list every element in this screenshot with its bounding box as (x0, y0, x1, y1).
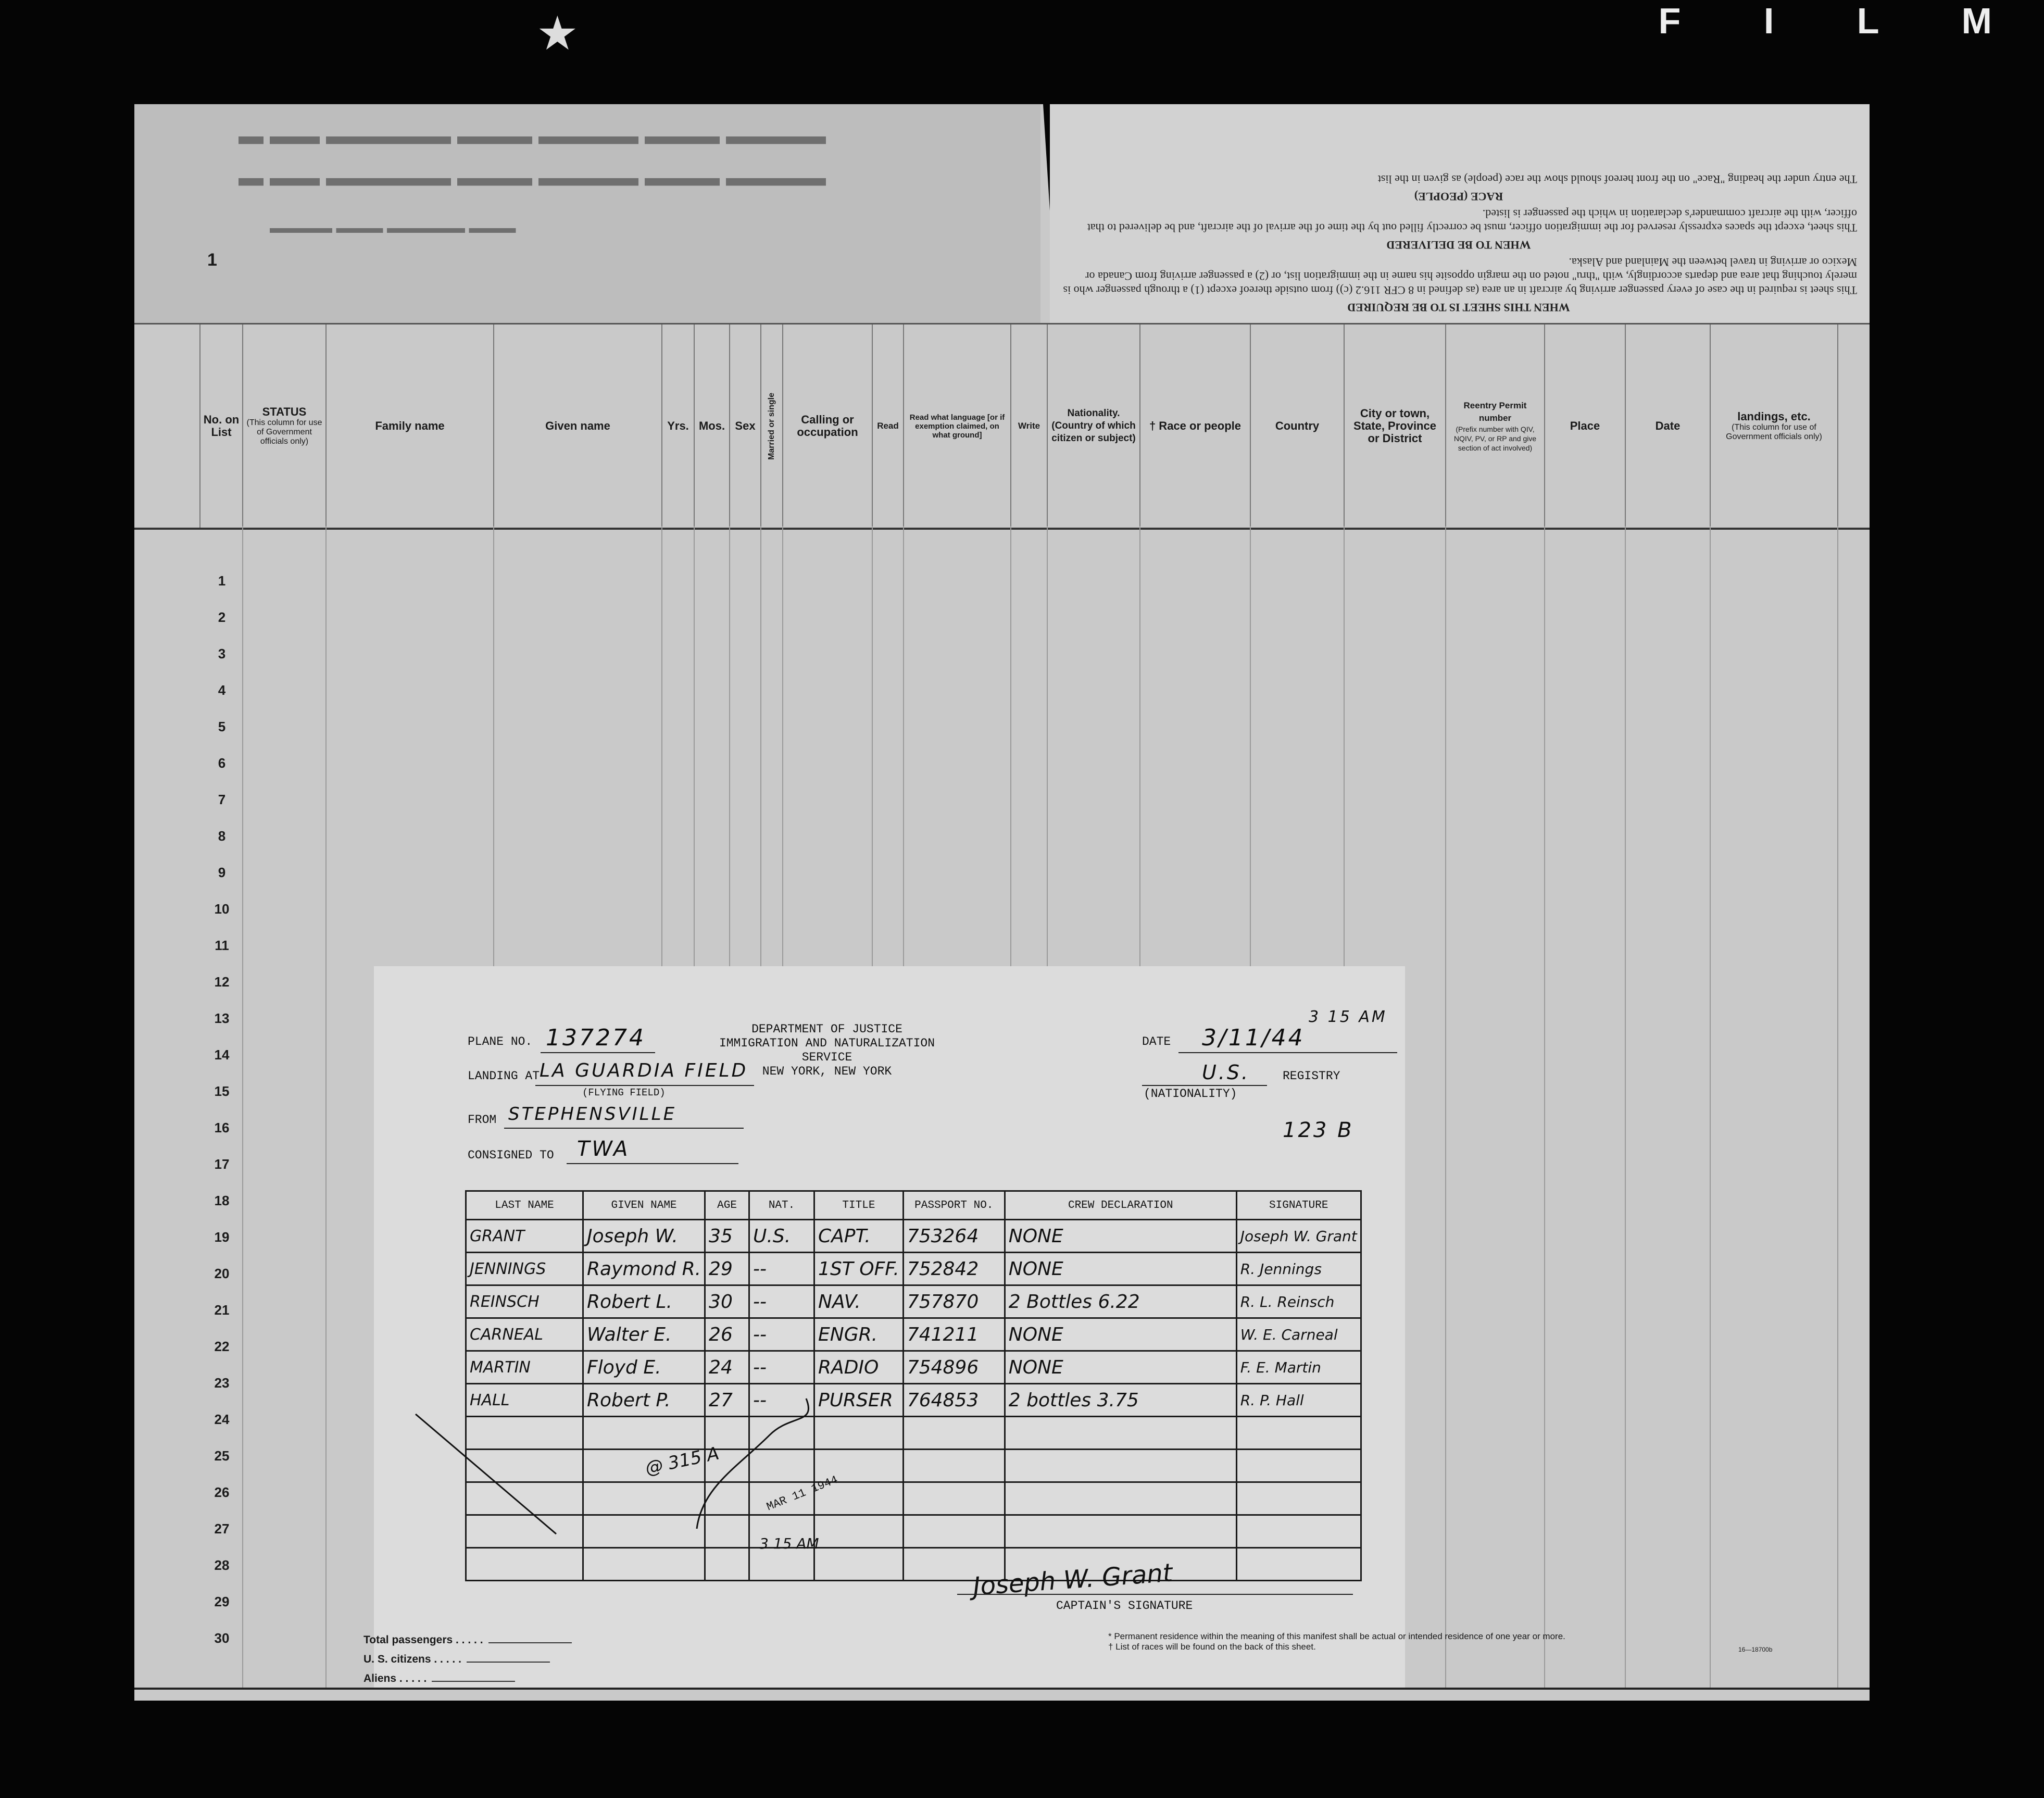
row-number: 15 (214, 1083, 230, 1099)
row-number: 25 (214, 1448, 230, 1464)
row-number: 20 (214, 1266, 230, 1281)
row-number: 3 (218, 646, 226, 661)
col-edge (1837, 324, 1870, 528)
col-family-name: Family name (325, 324, 493, 528)
crew-given-cell: Walter E. (583, 1318, 705, 1351)
row-number: 30 (214, 1630, 230, 1646)
crew-signature-cell: R. P. Hall (1236, 1384, 1361, 1417)
crew-last-cell: MARTIN (466, 1351, 583, 1384)
captain-signature-label: CAPTAIN'S SIGNATURE (1056, 1599, 1193, 1613)
row-number: 22 (214, 1339, 230, 1354)
row-number: 16 (214, 1120, 230, 1135)
crew-nat-cell: U.S. (749, 1220, 814, 1253)
row-number: 13 (214, 1010, 230, 1026)
col-read: Read (872, 324, 903, 528)
th-title: TITLE (814, 1191, 904, 1220)
col-country: Country (1250, 324, 1344, 528)
crew-passport-cell: 757870 (903, 1285, 1005, 1318)
th-passport: PASSPORT NO. (903, 1191, 1005, 1220)
instructions-block (1050, 104, 1870, 323)
crew-signature-cell: R. L. Reinsch (1236, 1285, 1361, 1318)
footnote-residence: * Permanent residence within the meaning of this manifest shall be actual or intended residence of one year or more. (1108, 1631, 1565, 1641)
crew-declaration-cell: NONE (1005, 1351, 1236, 1384)
crew-signature-cell: W. E. Carneal (1236, 1318, 1361, 1351)
crew-age-cell: 26 (705, 1318, 749, 1351)
crew-given-cell: Floyd E. (583, 1351, 705, 1384)
landing-label: LANDING AT (468, 1069, 540, 1083)
crew-given-cell: Joseph W. (583, 1220, 705, 1253)
crew-title-cell: PURSER (814, 1384, 904, 1417)
crew-given-cell: Raymond R. (583, 1253, 705, 1285)
row-number: 23 (214, 1375, 230, 1391)
col-mos: Mos. (694, 324, 729, 528)
received-date-stamp: MAR 11 1944 (764, 1473, 840, 1514)
from-label: FROM (468, 1113, 497, 1127)
crew-passport-cell: 754896 (903, 1351, 1005, 1384)
captain-signature: Joseph W. Grant (972, 1558, 1174, 1602)
time-value: 3 15 AM (1309, 1008, 1387, 1026)
from-value: STEPHENSVILLE (508, 1104, 677, 1125)
nationality-label: (NATIONALITY) (1144, 1087, 1237, 1101)
crew-passport-cell: 764853 (903, 1384, 1005, 1417)
reference-code: 123 B (1283, 1118, 1354, 1142)
crew-passport-cell: 741211 (903, 1318, 1005, 1351)
crew-age-cell: 29 (705, 1253, 749, 1285)
col-city: City or town, State, Province or District (1344, 324, 1445, 528)
crew-title-cell: ENGR. (814, 1318, 904, 1351)
col-given-name: Given name (493, 324, 661, 528)
th-crew-declaration: CREW DECLARATION (1005, 1191, 1236, 1220)
form-number: 16—18700b (1738, 1646, 1773, 1653)
registry-label: REGISTRY (1283, 1069, 1340, 1083)
crew-signature-cell: F. E. Martin (1236, 1351, 1361, 1384)
us-citizens-row: U. S. citizens . . . . . (363, 1650, 572, 1669)
th-given-name: GIVEN NAME (583, 1191, 705, 1220)
crew-last-cell: HALL (466, 1384, 583, 1417)
crew-nat-cell: -- (749, 1351, 814, 1384)
crew-last-cell: REINSCH (466, 1285, 583, 1318)
th-last-name: LAST NAME (466, 1191, 583, 1220)
crew-age-cell: 27 (705, 1384, 749, 1417)
instructions-title-delivered: WHEN TO BE DELIVERED (1386, 239, 1531, 252)
crew-manifest-stamp (374, 966, 1405, 1688)
row-number: 29 (214, 1594, 230, 1609)
instructions-title-race: RACE (PEOPLE) (1414, 190, 1503, 203)
crew-nat-cell: -- (749, 1318, 814, 1351)
total-passengers-row: Total passengers . . . . . (363, 1630, 572, 1650)
reversed-header-strip (134, 104, 1040, 323)
row-number: 2 (218, 609, 226, 625)
sheet-number: 1 (207, 250, 217, 270)
crew-signature-cell: Joseph W. Grant (1236, 1220, 1361, 1253)
row-number: 10 (214, 901, 230, 917)
instructions-text-race: The entry under the heading "Race" on the front hereof should show the race (people) as given in the list (1377, 173, 1857, 186)
manifest-sheet (134, 104, 1870, 1701)
row-number: 7 (218, 792, 226, 807)
row-number: 17 (214, 1156, 230, 1172)
row-number: 28 (214, 1557, 230, 1573)
row-number: 9 (218, 865, 226, 880)
crew-given-cell: Robert P. (583, 1384, 705, 1417)
agency-line-3: NEW YORK, NEW YORK (762, 1065, 892, 1078)
col-calling: Calling or occupation (782, 324, 872, 528)
row-number: 21 (214, 1302, 230, 1318)
crew-signature-cell: R. Jennings (1236, 1253, 1361, 1285)
crew-declaration-cell: NONE (1005, 1253, 1236, 1285)
row-number: 26 (214, 1484, 230, 1500)
col-landings: landings, etc. (This column for use of Government officials only) (1710, 324, 1837, 528)
reversed-text: ▬▬▬▬ ▬▬▬ ▬▬▬▬ ▬▬▬ ▬▬▬▬▬ ▬▬ ▬ (239, 131, 826, 158)
crew-last-cell: GRANT (466, 1220, 583, 1253)
th-nat: NAT. (749, 1191, 814, 1220)
row-number: 18 (214, 1193, 230, 1208)
row-number: 19 (214, 1229, 230, 1245)
footnotes (1108, 1631, 1565, 1652)
consigned-value: TWA (577, 1137, 630, 1161)
row-number: 27 (214, 1521, 230, 1537)
agency-line-1: DEPARTMENT OF JUSTICE (751, 1022, 902, 1036)
col-nationality: Nationality. (Country of which citizen or subject) (1047, 324, 1139, 528)
consigned-label: CONSIGNED TO (468, 1148, 554, 1162)
crew-declaration-cell: NONE (1005, 1220, 1236, 1253)
crew-nat-cell: -- (749, 1253, 814, 1285)
crew-title-cell: 1ST OFF. (814, 1253, 904, 1285)
crew-last-cell: CARNEAL (466, 1318, 583, 1351)
date-value: 3/11/44 (1202, 1025, 1305, 1051)
strike-line (416, 1414, 556, 1534)
row-number: 12 (214, 974, 230, 990)
inspector-initials-scribble (697, 1399, 809, 1529)
th-age: AGE (705, 1191, 749, 1220)
film-label: F I L M (1658, 1, 2028, 41)
row-number: 1 (218, 573, 226, 589)
crew-declaration-cell: 2 Bottles 6.22 (1005, 1285, 1236, 1318)
row-number: 24 (214, 1412, 230, 1427)
column-header-row (134, 323, 1870, 530)
col-no-on-list: No. on List (199, 324, 242, 528)
crew-given-cell: Robert L. (583, 1285, 705, 1318)
crew-age-cell: 35 (705, 1220, 749, 1253)
agency-line-2: IMMIGRATION AND NATURALIZATION SERVICE (719, 1037, 935, 1064)
crew-nat-cell: -- (749, 1384, 814, 1417)
plane-no-value: 137274 (546, 1025, 646, 1051)
row-number: 8 (218, 828, 226, 844)
inspector-note: @ 315 A (643, 1443, 721, 1479)
crew-passport-cell: 753264 (903, 1220, 1005, 1253)
crew-declaration-cell: NONE (1005, 1318, 1236, 1351)
date-label: DATE (1142, 1035, 1171, 1048)
col-status: STATUS (This column for use of Government officials only) (242, 324, 325, 528)
instructions-text-required: This sheet is required in the case of every passenger arriving by aircraft in an area (as defined in 8 CFR 116.2 (c)) from outside thereof except (1) a through passenger who is merely touching that area and departs accordingly, with "thru" noted on the margin opposite his name in the immigration list, or (2) a passenger arriving from Canada or Mexico or arriving in travel between the Mainland and Alaska. (1063, 256, 1857, 297)
crew-title-cell: RADIO (814, 1351, 904, 1384)
col-sex: Sex (729, 324, 760, 528)
col-date: Date (1625, 324, 1710, 528)
plane-no-label: PLANE NO. (468, 1035, 533, 1048)
instructions-text-delivered: This sheet, except the spaces expressly reserved for the immigration officer, must be correctly filled out by the time of the arrival of the aircraft, and be delivered to that officer, with the aircraft commander's declaration in which the passenger is listed. (1087, 207, 1857, 234)
crew-declaration-cell: 2 bottles 3.75 (1005, 1384, 1236, 1417)
crew-age-cell: 30 (705, 1285, 749, 1318)
col-reentry-permit: Reentry Permit number (Prefix number with QIV, NQIV, PV, or RP and give section of act involved) (1445, 324, 1544, 528)
captain-signature-line (957, 1594, 1353, 1595)
reversed-text: ▬▬▬ ▬▬▬▬▬ ▬▬▬ ▬▬▬▬ (270, 224, 516, 242)
th-signature: SIGNATURE (1236, 1191, 1361, 1220)
row-number: 14 (214, 1047, 230, 1063)
annotation-strokes (374, 966, 1405, 1688)
crew-passport-cell: 752842 (903, 1253, 1005, 1285)
row-number: 6 (218, 755, 226, 771)
crew-title-cell: CAPT. (814, 1220, 904, 1253)
inspector-time: 3 15 AM (759, 1535, 819, 1552)
crew-title-cell: NAV. (814, 1285, 904, 1318)
col-place: Place (1544, 324, 1625, 528)
crew-last-cell: JENNINGS (466, 1253, 583, 1285)
col-married: Married or single (760, 324, 782, 528)
col-read-language: Read what language [or if exemption claimed, on what ground] (903, 324, 1010, 528)
row-number: 5 (218, 719, 226, 734)
landing-value: LA GUARDIA FIELD (540, 1060, 748, 1081)
instructions-title-required: WHEN THIS SHEET IS TO BE REQUIRED (1347, 301, 1570, 314)
landing-sub-label: (FLYING FIELD) (582, 1087, 666, 1098)
col-race: † Race or people (1139, 324, 1250, 528)
crew-nat-cell: -- (749, 1285, 814, 1318)
aliens-row: Aliens . . . . . (363, 1669, 572, 1688)
nationality-value: U.S. (1202, 1061, 1250, 1084)
footnote-races: † List of races will be found on the back of this sheet. (1108, 1642, 1316, 1652)
crew-age-cell: 24 (705, 1351, 749, 1384)
reversed-text: ▬▬▬▬ ▬▬▬ ▬▬▬▬ ▬▬▬ ▬▬▬▬▬ ▬▬ ▬ (239, 172, 826, 200)
film-star-mark: ★ (536, 8, 579, 60)
totals-block (363, 1630, 572, 1688)
col-write: Write (1010, 324, 1047, 528)
col-yrs: Yrs. (661, 324, 694, 528)
sheet-bottom-rule (134, 1688, 1870, 1701)
row-number: 4 (218, 682, 226, 698)
row-number: 11 (215, 938, 229, 953)
